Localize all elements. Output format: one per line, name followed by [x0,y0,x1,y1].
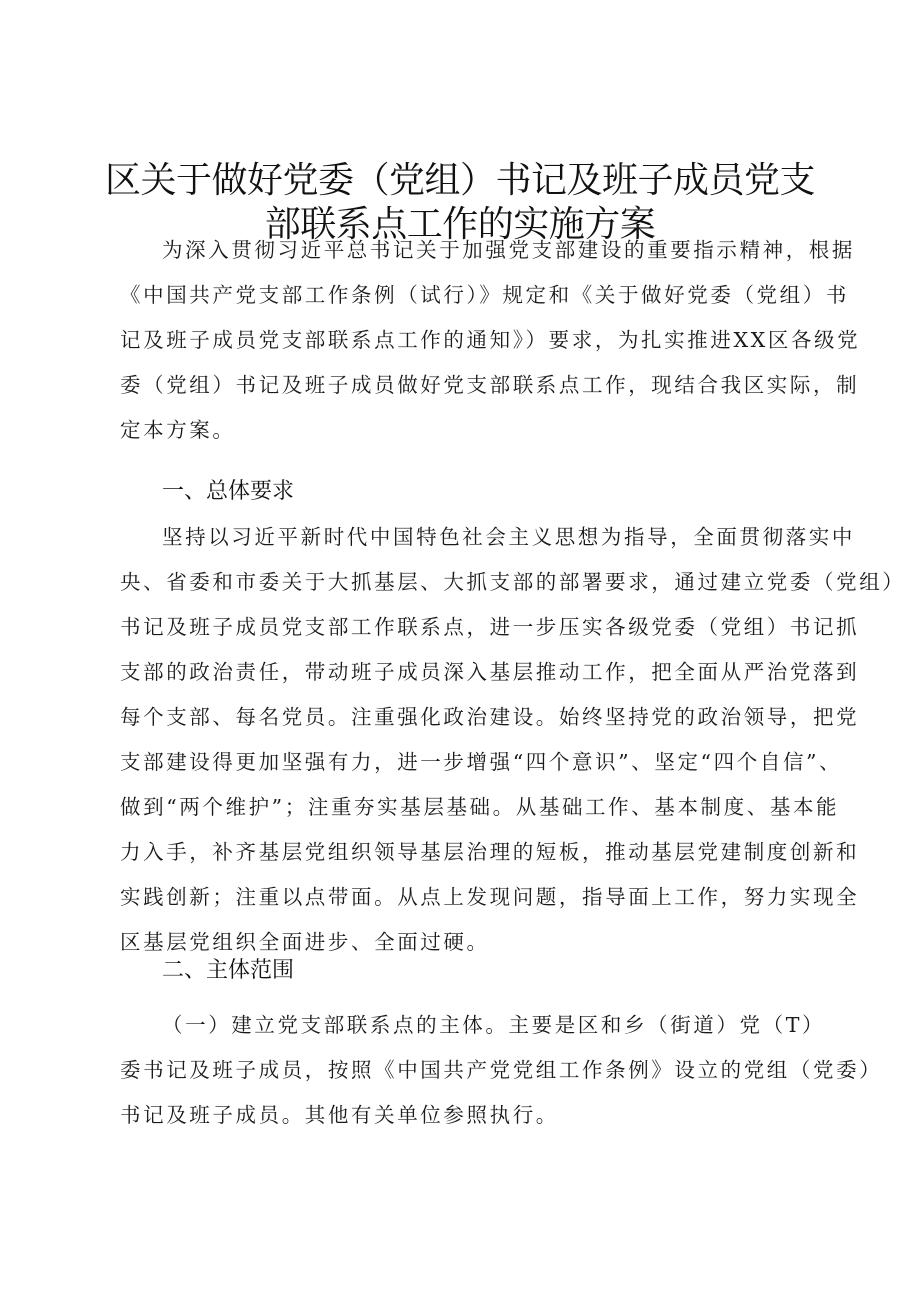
section-1-line: 每个支部、每名党员。注重强化政治建设。始终坚持党的政治领导，把党 [120,705,860,729]
section-1-heading: 一、总体要求 [162,479,295,504]
section-2-line: 委书记及班子成员，按照《中国共产党党组工作条例》设立的党组（党委） [120,1058,883,1082]
document-title-line-1: 区关于做好党委（党组）书记及班子成员党支 [104,160,815,201]
section-2-line: 书记及班子成员。其他有关单位参照执行。 [120,1103,559,1127]
intro-line: 定本方案。 [120,418,236,442]
intro-line: 委（党组）书记及班子成员做好党支部联系点工作，现结合我区实际，制 [120,373,860,397]
section-1-line: 书记及班子成员党支部工作联系点，进一步压实各级党委（党组）书记抓 [120,615,860,639]
section-1-line: 支部的政治责任，带动班子成员深入基层推动工作，把全面从严治党落到 [120,660,860,684]
section-2-heading: 二、主体范围 [162,958,295,983]
section-1-paragraph [120,515,906,965]
section-1-line: 实践创新；注重以点带面。从点上发现问题，指导面上工作，努力实现全 [120,885,860,909]
intro-paragraph [120,228,861,453]
section-2-line: （一）建立党支部联系点的主体。主要是区和乡（街道）党（T） [162,1013,826,1037]
section-2-paragraph [120,1003,883,1138]
intro-line: 记及班子成员党支部联系点工作的通知》）要求，为扎实推进XX区各级党 [120,328,861,352]
section-1-line: 坚持以习近平新时代中国特色社会主义思想为指导，全面贯彻落实中 [162,525,855,549]
section-1-line: 区基层党组织全面进步、全面过硬。 [120,930,490,954]
intro-line: 为深入贯彻习近平总书记关于加强党支部建设的重要指示精神，根据 [162,238,855,262]
section-1-line: 力入手，补齐基层党组织领导基层治理的短板，推动基层党建制度创新和 [120,840,860,864]
section-1-line: 做到“两个维护”；注重夯实基层基础。从基础工作、基本制度、基本能 [120,795,840,819]
section-1-line: 央、省委和市委关于大抓基层、大抓支部的部署要求，通过建立党委（党组） [120,570,906,594]
document-title-line-2: 部联系点工作的实施方案 [264,204,656,245]
intro-line: 《中国共产党支部工作条例（试行）》规定和《关于做好党委（党组）书 [120,283,849,307]
section-1-line: 支部建设得更加坚强有力，进一步增强“四个意识”、坚定“四个自信”、 [120,750,843,774]
